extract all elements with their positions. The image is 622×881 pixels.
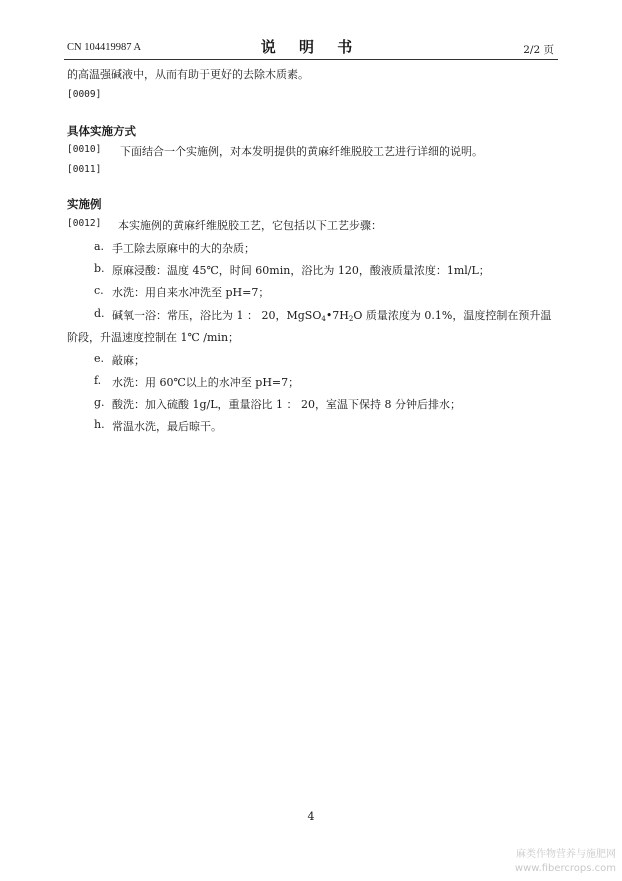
step-letter: e. (94, 352, 105, 365)
page-number: 4 (307, 810, 315, 823)
continued-line: 的高温强碱液中，从而有助于更好的去除木质素。 (67, 68, 309, 81)
section-heading-embodiments: 具体实施方式 (67, 124, 136, 138)
watermark-url: www.fibercrops.com (514, 863, 616, 874)
step-letter: b. (94, 262, 105, 275)
step-letter: f. (94, 374, 102, 387)
section-heading-example: 实施例 (67, 197, 102, 211)
step-letter: h. (94, 418, 105, 431)
step-text: 敲麻； (112, 354, 145, 367)
step-text: 原麻浸酸：温度 45℃，时间 60min，浴比为 120，酸液质量浓度：1ml/L； (112, 264, 490, 277)
document-title: 说 明 书 (260, 38, 362, 56)
step-letter: c. (94, 284, 104, 297)
step-text: 酸洗：加入硫酸 1g/L，重量浴比 1 ： 20，室温下保持 8 分钟后排水； (112, 398, 462, 411)
step-text: 水洗：用 60℃以上的水冲至 pH=7； (112, 376, 300, 389)
step-text: 手工除去原麻中的大的杂质； (112, 242, 255, 255)
watermark-title: 麻类作物营养与施肥网 (516, 849, 616, 860)
header-rule (64, 59, 558, 60)
page-indicator: 2/2 页 (523, 44, 554, 56)
paragraph-number-0009: [0009] (67, 89, 102, 100)
paragraph-number-0012: [0012] (67, 218, 102, 229)
step-letter: d. (94, 307, 105, 320)
paragraph-number-0010: [0010] (67, 144, 102, 155)
step-text: 碱氧一浴：常压，浴比为 1 ： 20，$MgSO_4•7H_2O$ 质量浓度为 0.1%，温度控制在预升温 (112, 309, 552, 323)
paragraph-number-0011: [0011] (67, 164, 102, 175)
step-text-continued: 阶段，升温速度控制在 1℃ /min； (67, 331, 240, 344)
step-text: 水洗：用自来水冲洗至 pH=7； (112, 286, 270, 299)
step-letter: a. (94, 240, 105, 253)
paragraph-0010-text: 下面结合一个实施例，对本发明提供的黄麻纤维脱胶工艺进行详细的说明。 (120, 145, 483, 158)
watermark (515, 848, 616, 876)
step-letter: g. (94, 396, 105, 409)
step-text: 常温水洗，最后晾干。 (112, 420, 222, 433)
patent-number: CN 104419987 A (67, 42, 142, 53)
paragraph-0012-text: 本实施例的黄麻纤维脱胶工艺，它包括以下工艺步骤： (118, 219, 382, 232)
